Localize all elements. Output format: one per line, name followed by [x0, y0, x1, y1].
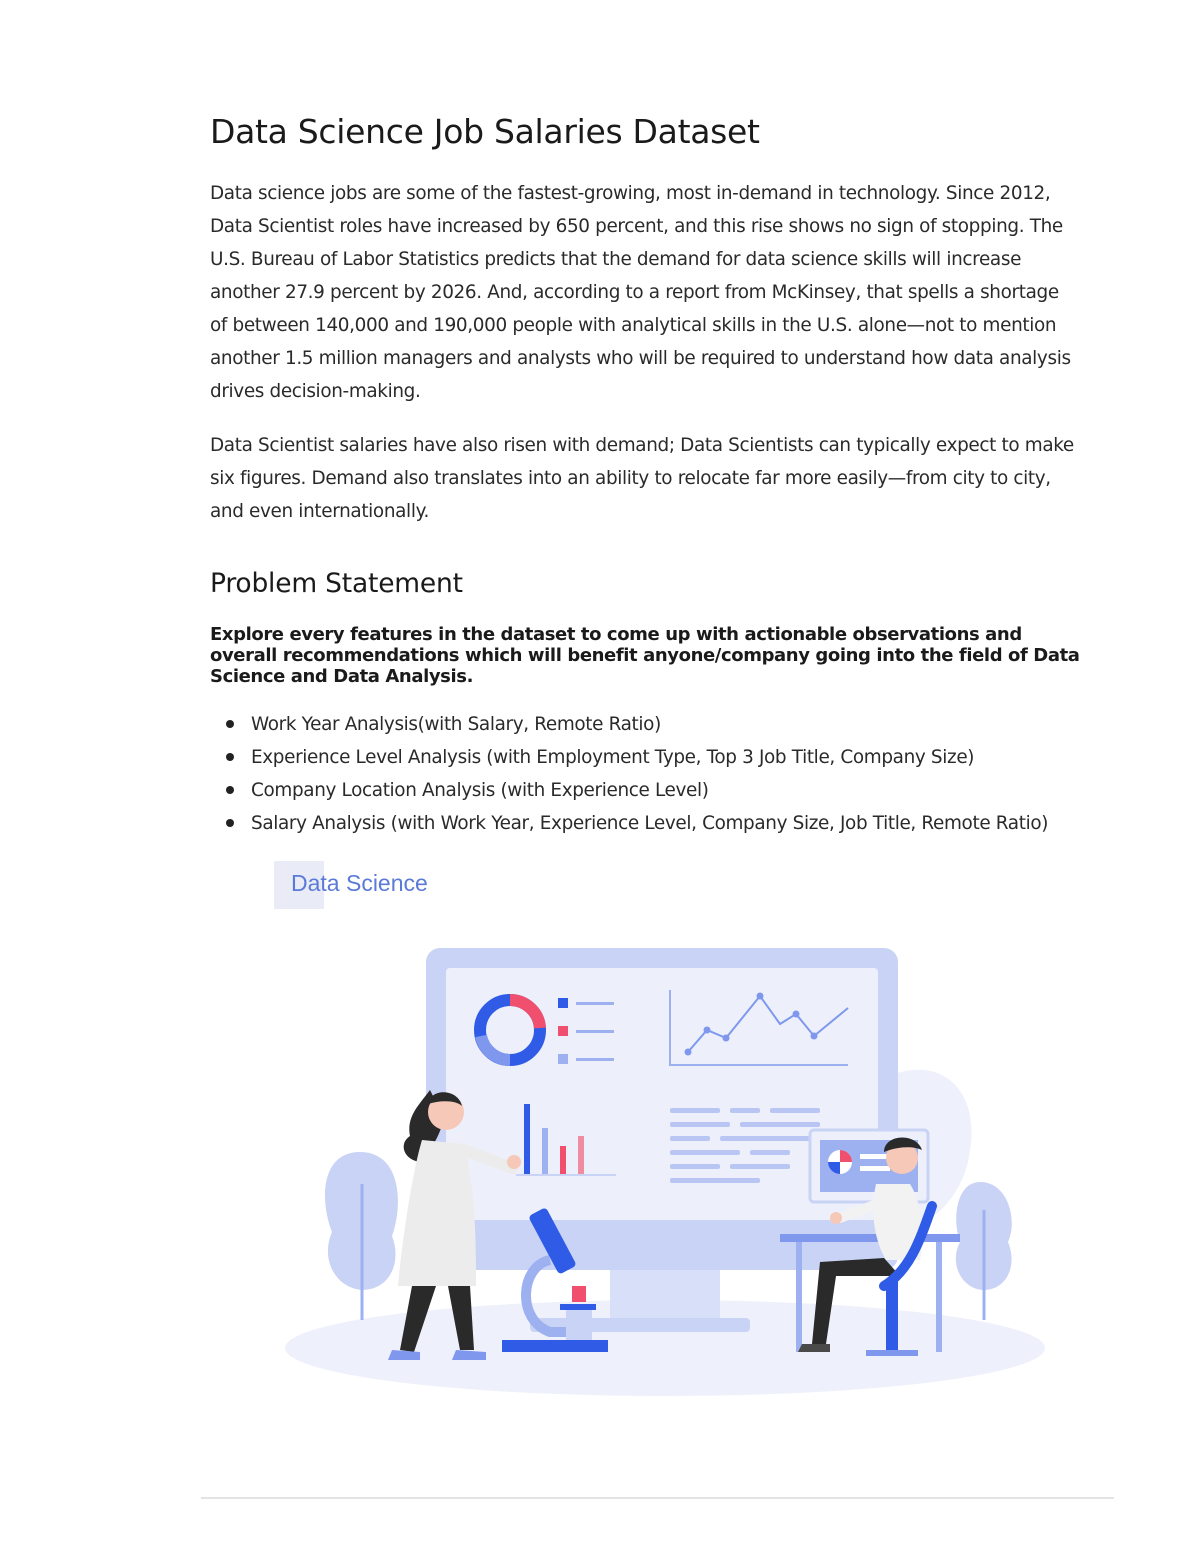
- list-item: Work Year Analysis(with Salary, Remote Ratio): [210, 708, 1048, 741]
- data-science-illustration: [280, 940, 1060, 1400]
- list-item: Experience Level Analysis (with Employment Type, Top 3 Job Title, Company Size): [210, 741, 1048, 774]
- problem-statement: Explore every features in the dataset to come up with actionable observations and overall recommendations which will benefit anyone/company going into the field of Data Science and Data Analysis.: [210, 624, 1080, 687]
- page-title: Data Science Job Salaries Dataset: [210, 112, 760, 151]
- tree-right-icon: [956, 1182, 1012, 1320]
- intro-paragraph: Data science jobs are some of the fastest-growing, most in-demand in technology. Since 2012, Data Scientist roles have increased by 650 percent, and this rise shows no sign of stopping. The U.S. Bureau of Labor Statistics predicts that the demand for data science skills will increase another 27.9 percent by 2026. And, according to a report from McKinsey, that spells a shortage of between 140,000 and 190,000 people with analytical skills in the U.S. alone—not to mention another 1.5 million managers and analysts who will be required to understand how data analysis drives decision-making.: [210, 183, 1071, 402]
- list-item: Salary Analysis (with Work Year, Experience Level, Company Size, Job Title, Remote Ratio): [210, 807, 1048, 840]
- analysis-list: [210, 708, 1048, 840]
- salary-paragraph: Data Scientist salaries have also risen with demand; Data Scientists can typically expect to make six figures. Demand also translates into an ability to relocate far more easily—from city to city, and even internationally.: [210, 435, 1074, 522]
- bullet-icon: [226, 720, 234, 728]
- bullet-icon: [226, 753, 234, 761]
- section-heading: Problem Statement: [210, 568, 463, 599]
- bullet-icon: [226, 819, 234, 827]
- footer-divider: [201, 1497, 1114, 1499]
- tree-left-icon: [325, 1152, 398, 1320]
- list-item: Company Location Analysis (with Experience Level): [210, 774, 1048, 807]
- bullet-icon: [226, 786, 234, 794]
- illustration-label-text: Data Science: [291, 870, 428, 896]
